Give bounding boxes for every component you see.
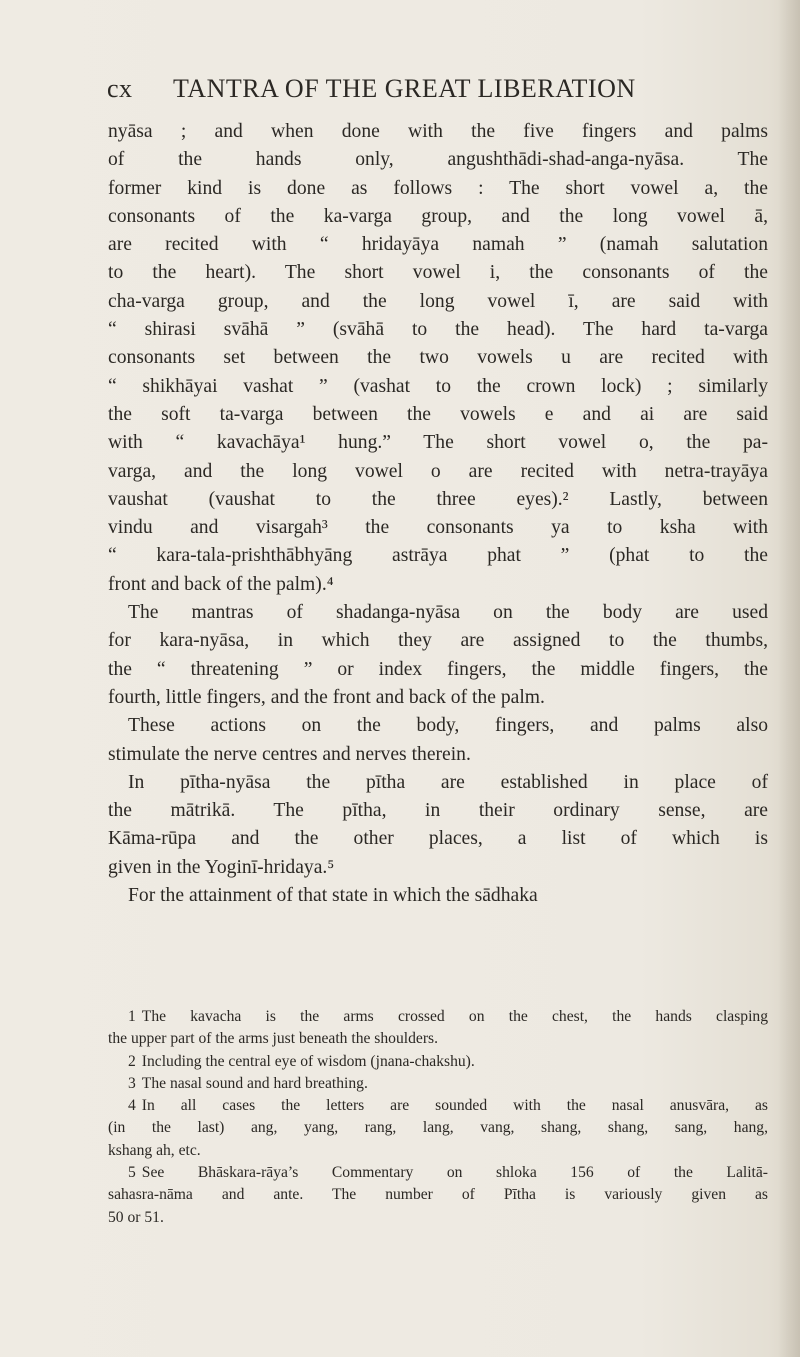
text-line: cha-varga group, and the long vowel ī, are said with bbox=[108, 290, 768, 312]
text-line: the soft ta-varga between the vowels e and ai are said bbox=[108, 403, 768, 425]
footnote-text: (in the last) ang, yang, rang, lang, vang, shang, shang, sang, hang, bbox=[108, 1119, 768, 1137]
text-line: nyāsa ; and when done with the five fingers and palms bbox=[108, 121, 768, 142]
footnote-line bbox=[108, 1140, 768, 1162]
page-number: cx bbox=[107, 74, 133, 103]
text-line: front and back of the palm).⁴ bbox=[108, 573, 334, 595]
footnote-text: Including the central eye of wisdom (jnana-chakshu). bbox=[141, 1052, 475, 1070]
page-edge-shadow bbox=[778, 0, 800, 1357]
text-line: vaushat (vaushat to the three eyes).² Lastly, between bbox=[108, 488, 768, 510]
footnote-line bbox=[108, 1073, 768, 1095]
text-line: Kāma-rūpa and the other places, a list of which is bbox=[108, 828, 768, 850]
footnote-line bbox=[108, 1051, 768, 1073]
footnote-text: sahasra-nāma and ante. The number of Pītha is variously given as bbox=[108, 1186, 768, 1204]
footnote-line bbox=[108, 1028, 768, 1050]
footnote-text: The kavacha is the arms crossed on the chest, the hands clasping bbox=[141, 1008, 768, 1025]
footnote-line bbox=[108, 1207, 768, 1229]
footnote-text: kshang ah, etc. bbox=[108, 1141, 201, 1159]
text-line: stimulate the nerve centres and nerves therein. bbox=[108, 743, 471, 765]
footnote-number: 5 bbox=[128, 1164, 136, 1182]
text-line: The mantras of shadanga-nyāsa on the body are used bbox=[128, 602, 768, 624]
text-line: are recited with “ hridayāya namah ” (namah salutation bbox=[108, 234, 768, 256]
text-line: to the heart). The short vowel i, the consonants of the bbox=[108, 262, 768, 284]
text-line: consonants of the ka-varga group, and the long vowel ā, bbox=[108, 205, 768, 227]
footnote-number: 2 bbox=[128, 1052, 136, 1070]
text-line: vindu and visargah³ the consonants ya to ksha with bbox=[108, 517, 768, 539]
footnotes bbox=[108, 1006, 768, 1229]
text-line: for kara-nyāsa, in which they are assigned to the thumbs, bbox=[108, 630, 768, 652]
footnote-text: In all cases the letters are sounded with the nasal anusvāra, as bbox=[141, 1097, 768, 1115]
text-line: the mātrikā. The pītha, in their ordinary sense, are bbox=[108, 800, 768, 822]
footnote-line bbox=[108, 1095, 768, 1117]
text-line: “ shirasi svāhā ” (svāhā to the head). The hard ta-varga bbox=[108, 319, 768, 341]
footnote-text: the upper part of the arms just beneath the shoulders. bbox=[108, 1030, 438, 1048]
text-line: “ shikhāyai vashat ” (vashat to the crown lock) ; similarly bbox=[108, 375, 768, 397]
text-line: consonants set between the two vowels u are recited with bbox=[108, 347, 768, 369]
text-line: fourth, little fingers, and the front and back of the palm. bbox=[108, 686, 545, 708]
footnote-line bbox=[108, 1162, 768, 1184]
footnote-number: 3 bbox=[128, 1074, 136, 1092]
running-header bbox=[107, 74, 747, 104]
text-line: varga, and the long vowel o are recited with netra-trayāya bbox=[108, 460, 768, 482]
footnote-text: The nasal sound and hard breathing. bbox=[141, 1074, 368, 1092]
footnote-line bbox=[108, 1006, 768, 1028]
running-title: TANTRA OF THE GREAT LIBERATION bbox=[173, 74, 636, 103]
footnote-text: 50 or 51. bbox=[108, 1208, 164, 1226]
footnote-number: 1 bbox=[128, 1008, 136, 1025]
footnote-line bbox=[108, 1184, 768, 1206]
footnote-line bbox=[108, 1117, 768, 1139]
footnote-number: 4 bbox=[128, 1097, 136, 1115]
text-line: the “ threatening ” or index fingers, the middle fingers, the bbox=[108, 658, 768, 680]
text-line: “ kara-tala-prishthābhyāng astrāya phat ” (phat to the bbox=[108, 545, 768, 567]
text-line: of the hands only, angushthādi-shad-anga-nyāsa. The bbox=[108, 149, 768, 171]
text-line: with “ kavachāya¹ hung.” The short vowel o, the pa- bbox=[108, 432, 768, 454]
text-line: former kind is done as follows : The short vowel a, the bbox=[108, 177, 768, 199]
text-line: These actions on the body, fingers, and palms also bbox=[128, 715, 768, 737]
text-line: In pītha-nyāsa the pītha are established in place of bbox=[128, 771, 768, 793]
text-line: given in the Yoginī-hridaya.⁵ bbox=[108, 856, 335, 878]
body-text bbox=[108, 118, 768, 910]
text-line: For the attainment of that state in which the sādhaka bbox=[128, 885, 538, 907]
footnote-text: See Bhāskara-rāya’s Commentary on shloka 156 of the Lalitā- bbox=[141, 1164, 768, 1182]
